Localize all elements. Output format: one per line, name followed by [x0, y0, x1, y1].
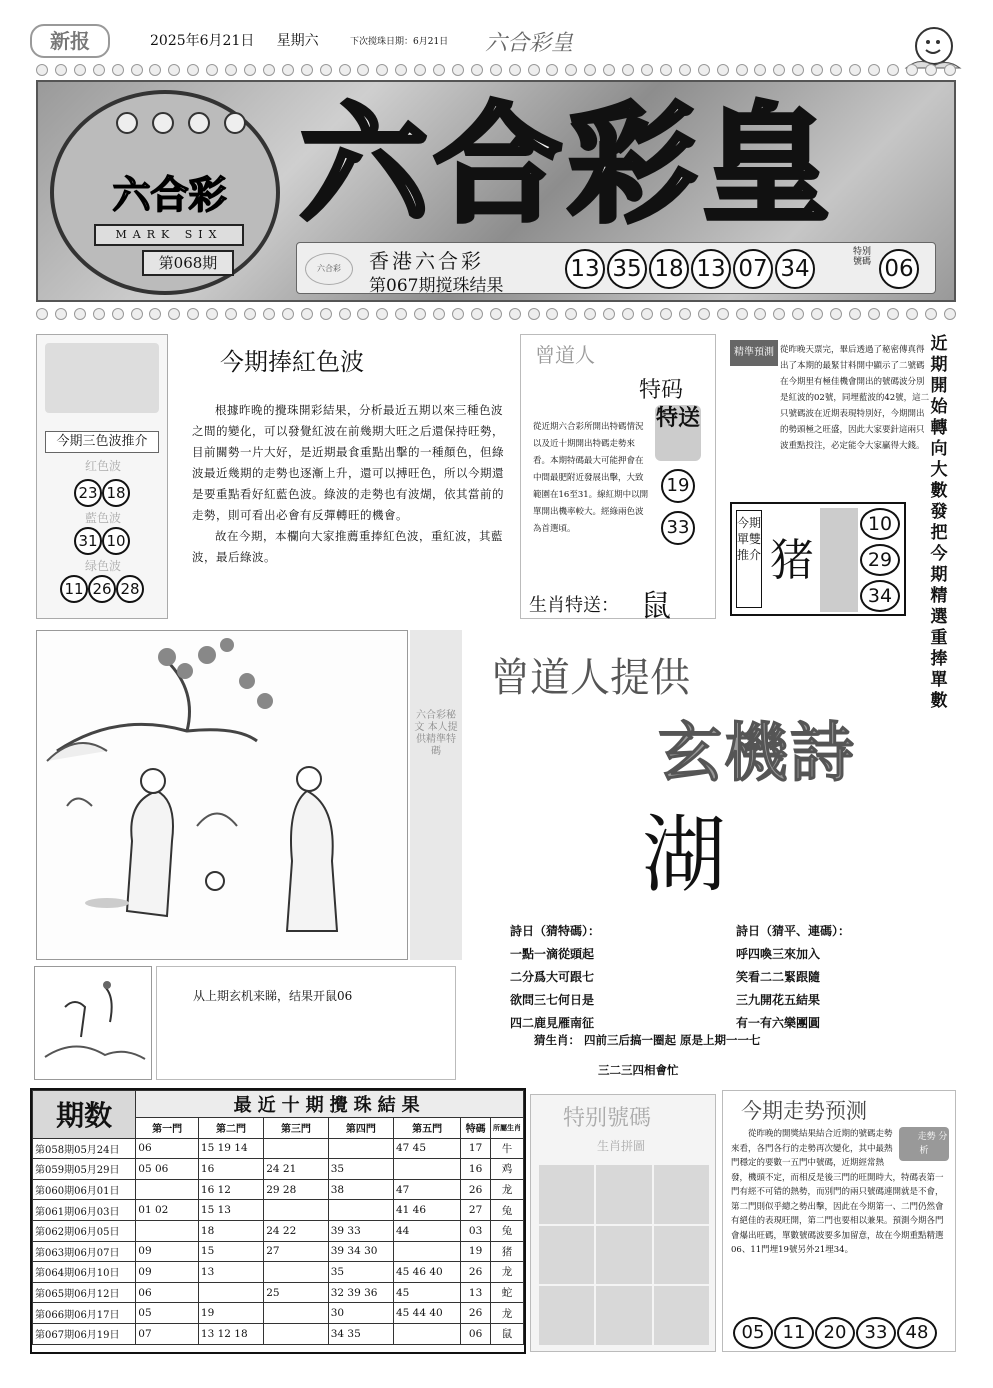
- result-ball: 07: [733, 249, 773, 289]
- poem-left-head: 詩日（猜特碼）：: [510, 924, 601, 938]
- zeng-tm-label: 特码: [639, 378, 684, 403]
- number-cell: 蛇: [491, 1282, 524, 1303]
- result-ball: 34: [775, 249, 815, 289]
- trend-balls: [733, 1317, 937, 1349]
- green-wave-balls: [45, 575, 159, 603]
- number-dot-row-bottom: [36, 308, 956, 322]
- number-cell: 13: [461, 1282, 491, 1303]
- results-table-body: [33, 1138, 524, 1344]
- result-ball: 18: [649, 249, 689, 289]
- trend-logo: 走勢 分析: [899, 1127, 949, 1161]
- page-title: 六合彩皇: [300, 91, 837, 240]
- last-draw-result: [296, 242, 936, 294]
- number-cell: 龙: [491, 1179, 524, 1200]
- number-cell: [393, 1159, 460, 1180]
- blue-wave-label: 藍色波: [84, 511, 121, 525]
- number-cell: 龙: [491, 1303, 524, 1324]
- puzzle-grid: [539, 1165, 709, 1345]
- number-cell: 45 46 40: [393, 1262, 460, 1283]
- table-row: [33, 1262, 524, 1283]
- odd-even-label: 今期單雙推介: [736, 510, 762, 608]
- result-ball: 13: [691, 249, 731, 289]
- brand-mark: 六合彩皇: [485, 31, 574, 56]
- zeng-body: 從近期六合彩所開出特碼情況以及近十期開出特碼走勢來看。本期特碼最大可能押會在中間最肥附近發展出擊，大致範圍在16至31。線紅期中以開單開出機率較大。經綠兩色波為首選頃。: [533, 422, 649, 534]
- poem-line: 呼四喚三來加入: [736, 947, 821, 961]
- blue-ball: 31: [74, 527, 102, 555]
- col-header: 所屬生肖: [491, 1118, 524, 1139]
- next-draw-date: 下次搅珠日期：6月21日: [350, 37, 449, 47]
- number-cell: 24 21: [264, 1159, 329, 1180]
- number-cell: [198, 1282, 263, 1303]
- number-cell: 47: [393, 1179, 460, 1200]
- number-cell: 27: [461, 1200, 491, 1221]
- decorative-banner: [45, 343, 159, 413]
- table-row: [33, 1282, 524, 1303]
- poem-provider: 曾道人提供: [490, 655, 690, 701]
- result-label: 香港六合彩: [369, 249, 484, 273]
- special-number-puzzle: [530, 1094, 716, 1352]
- number-cell: 29 28: [264, 1179, 329, 1200]
- number-cell: 16: [461, 1159, 491, 1180]
- number-cell: 35: [328, 1159, 393, 1180]
- number-cell: 15 13: [198, 1200, 263, 1221]
- number-cell: [328, 1200, 393, 1221]
- green-ball: 11: [60, 575, 88, 603]
- number-cell: 龙: [491, 1262, 524, 1283]
- period-cell: 第058期05月24日: [33, 1138, 136, 1159]
- zeng-title: 曾道人: [535, 343, 595, 367]
- number-cell: 兔: [491, 1220, 524, 1241]
- number-cell: 13 12 18: [198, 1323, 263, 1344]
- number-cell: 26: [461, 1179, 491, 1200]
- poem-title: 玄機詩: [658, 717, 856, 791]
- number-cell: 鼠: [491, 1323, 524, 1344]
- date-line: [150, 30, 319, 50]
- trend-title: 今期走势预测: [741, 1099, 867, 1123]
- zodiac-pig: 猪: [770, 535, 814, 586]
- zodiac-value: 鼠: [641, 589, 671, 624]
- number-cell: [264, 1323, 329, 1344]
- number-cell: 39 34 30: [328, 1241, 393, 1262]
- number-cell: [136, 1179, 199, 1200]
- number-cell: 25: [264, 1282, 329, 1303]
- number-cell: 41 46: [393, 1200, 460, 1221]
- scene-illustration: [36, 630, 408, 960]
- table-row: [33, 1138, 524, 1159]
- period-cell: 第062期06月05日: [33, 1220, 136, 1241]
- result-ball: 13: [565, 249, 605, 289]
- note-text: 从上期玄机来睇，结果开鼠06: [193, 989, 353, 1003]
- col-header: 第一門: [136, 1118, 199, 1139]
- special-ball: 06: [879, 249, 919, 289]
- red-ball: 23: [74, 479, 102, 507]
- poem-left: [510, 920, 710, 1035]
- number-cell: 05: [136, 1303, 199, 1324]
- poem-right-head: 詩日（猜平、連碼）：: [736, 924, 851, 938]
- trend-ball: 33: [856, 1317, 896, 1349]
- blue-wave-balls: [45, 527, 159, 555]
- issue-number: 第068期: [142, 250, 234, 276]
- period-header: 期数: [33, 1091, 136, 1139]
- blue-ball: 10: [102, 527, 130, 555]
- article-body: [192, 400, 510, 568]
- period-cell: 第060期06月01日: [33, 1179, 136, 1200]
- poem-zodiac-riddle-2: 三二三四相會忙: [598, 1063, 679, 1077]
- number-cell: 45 44 40: [393, 1303, 460, 1324]
- number-cell: 16: [198, 1159, 263, 1180]
- result-ball: 35: [607, 249, 647, 289]
- number-cell: 15 19 14: [198, 1138, 263, 1159]
- color-wave-article: [180, 334, 510, 619]
- previous-riddle-note: [156, 966, 456, 1080]
- col-header: 第四門: [328, 1118, 393, 1139]
- poem-zodiac-riddle: 猜生肖： 四前三后搞一圈起 原是上期一一七: [534, 1033, 761, 1047]
- strip-text: 六合彩秘文 本人提供精準特碼: [414, 710, 458, 757]
- number-cell: 09: [136, 1241, 199, 1262]
- number-cell: 15: [198, 1241, 263, 1262]
- logo-subtext: MARK SIX: [94, 224, 244, 246]
- trend-ball: 11: [774, 1317, 814, 1349]
- kickball-scene-icon: [37, 631, 407, 959]
- red-ball: 18: [102, 479, 130, 507]
- prediction-logo: 精準預測: [730, 340, 778, 366]
- last-ten-draws-table: [30, 1088, 526, 1354]
- table-row: [33, 1179, 524, 1200]
- zodiac-label: 生肖特送：: [529, 595, 619, 616]
- trend-body: [731, 1127, 949, 1258]
- trend-ball: 05: [733, 1317, 773, 1349]
- zeng-special-tag: 特送: [655, 405, 701, 461]
- number-cell: 05 06: [136, 1159, 199, 1180]
- poem-right: [736, 920, 936, 1035]
- trend-ball: 48: [897, 1317, 937, 1349]
- period-cell: 第065期06月12日: [33, 1282, 136, 1303]
- number-cell: 26: [461, 1262, 491, 1283]
- issue-weekday: 星期六: [276, 33, 319, 49]
- number-cell: 06: [136, 1282, 199, 1303]
- right-prediction-panel: [726, 334, 958, 711]
- small-illustration: [34, 966, 152, 1080]
- col-header: 第二門: [198, 1118, 263, 1139]
- article-paragraph: 故在今期，本欄向大家推薦重捧紅色波，重紅波，其藍波，最后綠波。: [192, 529, 503, 564]
- period-cell: 第059期05月29日: [33, 1159, 136, 1180]
- issue-date: 2025年6月21日: [150, 33, 255, 49]
- newspaper-badge: 新报: [30, 24, 110, 58]
- number-cell: 兔: [491, 1200, 524, 1221]
- three-color-box: [36, 334, 168, 619]
- logo-emblem: [50, 90, 280, 295]
- results-table: [32, 1090, 524, 1345]
- number-cell: 19: [198, 1303, 263, 1324]
- article-title: 今期捧紅色波: [220, 348, 364, 376]
- green-ball: 28: [116, 575, 144, 603]
- zeng-ball: 19: [661, 469, 695, 503]
- period-cell: 第063期06月07日: [33, 1241, 136, 1262]
- number-cell: 牛: [491, 1138, 524, 1159]
- number-cell: [264, 1303, 329, 1324]
- number-cell: [264, 1200, 329, 1221]
- trend-forecast: [722, 1090, 956, 1352]
- number-cell: 03: [461, 1220, 491, 1241]
- number-cell: 24 22: [264, 1220, 329, 1241]
- number-cell: 鸡: [491, 1159, 524, 1180]
- result-numbers: [565, 249, 815, 289]
- table-row: [33, 1159, 524, 1180]
- number-cell: [393, 1241, 460, 1262]
- table-row: [33, 1200, 524, 1221]
- odd-even-box: [730, 502, 906, 616]
- number-cell: 18: [198, 1220, 263, 1241]
- number-cell: 39 33: [328, 1220, 393, 1241]
- table-row: [33, 1323, 524, 1344]
- period-cell: 第061期06月03日: [33, 1200, 136, 1221]
- crane-scene-icon: [35, 967, 151, 1079]
- mystery-poem-section: [470, 630, 956, 1080]
- poem-line: 笑看二二緊跟隨: [736, 970, 821, 984]
- vertical-ad-strip: [410, 630, 462, 960]
- number-cell: 19: [461, 1241, 491, 1262]
- table-row: [33, 1303, 524, 1324]
- number-cell: 27: [264, 1241, 329, 1262]
- pick-ball: 29: [860, 544, 900, 576]
- number-cell: 38: [328, 1179, 393, 1200]
- col-header: 第三門: [264, 1118, 329, 1139]
- number-cell: [136, 1220, 199, 1241]
- puzzle-title: 特别號碼: [563, 1106, 652, 1131]
- vertical-slogan: 近期開始轉向大數發把 今期精選重捧單數: [930, 334, 948, 711]
- zeng-special-box: [520, 334, 716, 624]
- article-paragraph: 根據昨晚的攪珠開彩結果，分析最近五期以來三種色波之間的變化，可以發覺紅波在前幾期大旺之后還保持旺勢，目前關勢一片大好，是近期最食重點出擊的一種顏色，但綠波最近幾期的走勢也逐漸上升，還可以搏旺色，所以今期還是要重點看好紅藍色波。綠波的走勢也有波煳，依其當前的走勢，則可看出必會有反彈轉旺的機會。: [192, 403, 504, 522]
- green-wave-label: 绿色波: [84, 559, 121, 573]
- number-cell: [264, 1262, 329, 1283]
- table-title: 最近十期攪珠結果: [136, 1091, 524, 1118]
- number-cell: 35: [328, 1262, 393, 1283]
- col-header: 第五門: [393, 1118, 460, 1139]
- number-cell: 01 02: [136, 1200, 199, 1221]
- poem-line: 欲問三七何日是: [510, 993, 595, 1007]
- result-issue: 第067期搅珠结果: [369, 276, 504, 296]
- number-cell: 16 12: [198, 1179, 263, 1200]
- special-number-label: 特别號碼: [853, 247, 872, 267]
- poem-line: 四二鹿見雁南征: [510, 1016, 595, 1030]
- number-cell: 13: [198, 1262, 263, 1283]
- number-cell: 32 39 36: [328, 1282, 393, 1303]
- poem-line: 三九開花五結果: [736, 993, 821, 1007]
- col-header: 特碼: [461, 1118, 491, 1139]
- trend-ball: 20: [815, 1317, 855, 1349]
- table-row: [33, 1220, 524, 1241]
- poem-line: 有一有六樂團圓: [736, 1016, 821, 1030]
- masthead: [36, 80, 956, 302]
- number-cell: 07: [136, 1323, 199, 1344]
- result-logo: 六合彩: [305, 253, 353, 285]
- number-cell: 猪: [491, 1241, 524, 1262]
- zeng-ball: 33: [661, 511, 695, 545]
- pick-ball: 10: [860, 508, 900, 540]
- number-cell: 06: [461, 1323, 491, 1344]
- three-color-title: 今期三色波推介: [45, 431, 159, 453]
- number-cell: 06: [136, 1138, 199, 1159]
- top-bar: [30, 22, 963, 62]
- period-cell: 第067期06月19日: [33, 1323, 136, 1344]
- period-cell: 第066期06月17日: [33, 1303, 136, 1324]
- poem-line: 二分爲大可跟七: [510, 970, 595, 984]
- table-row: [33, 1241, 524, 1262]
- number-cell: 45: [393, 1282, 460, 1303]
- green-ball: 26: [88, 575, 116, 603]
- number-cell: 17: [461, 1138, 491, 1159]
- number-cell: 34 35: [328, 1323, 393, 1344]
- poem-line: 一點一滴從頭起: [510, 947, 595, 961]
- number-cell: 44: [393, 1220, 460, 1241]
- logo-text: 六合彩: [112, 173, 227, 217]
- number-cell: [328, 1138, 393, 1159]
- poem-hint-character: 湖: [642, 806, 727, 904]
- prediction-body: 從昨晚天票完，畢后透過了秘密傳真得出了本期的最緊甘料開中顯示了二號碼在今期里有極佳機會開出的號碼波分別是紅波的02號，同埋藍波的42號，這二只號碼波在近期表現特別好，今期開出的勢頭極之旺盛，因此大家要針這兩只波重點投注，必定能令大家贏得大錢。: [780, 345, 930, 451]
- number-cell: 47 45: [393, 1138, 460, 1159]
- decorative-stripe: [820, 508, 858, 612]
- red-wave-balls: [45, 479, 159, 507]
- number-cell: 26: [461, 1303, 491, 1324]
- number-cell: [264, 1138, 329, 1159]
- logo-dots: [116, 112, 246, 148]
- number-cell: [393, 1323, 460, 1344]
- trend-text: 從昨晚的開獎結果結合近期的號碼走勢來看，各門各行的走勢再次變化，其中最熱門穩定的要數一五門中號碼，近期經常熱發，機頭不定，而相反是後三門的旺開時大，特碼表第一門有經不可错的熱勢，而別門的兩只號碼連開就是不會，第二門則似乎總之勢出擊，因此在今期第一、二門仍然會有絕佳的表現旺開，第二門也要相以兼果。預測今期各門會爆出旺碼，單數號碼波要多加留意，故在今期重點精選06、11門埋19號另外21埋34。: [731, 1129, 944, 1255]
- number-dot-row-top: [36, 64, 956, 78]
- puzzle-subtitle: 生肖拼圖: [597, 1139, 646, 1153]
- number-cell: 09: [136, 1262, 199, 1283]
- number-cell: 30: [328, 1303, 393, 1324]
- pick-ball: 34: [860, 580, 900, 612]
- red-wave-label: 红色波: [84, 459, 121, 473]
- period-cell: 第064期06月10日: [33, 1262, 136, 1283]
